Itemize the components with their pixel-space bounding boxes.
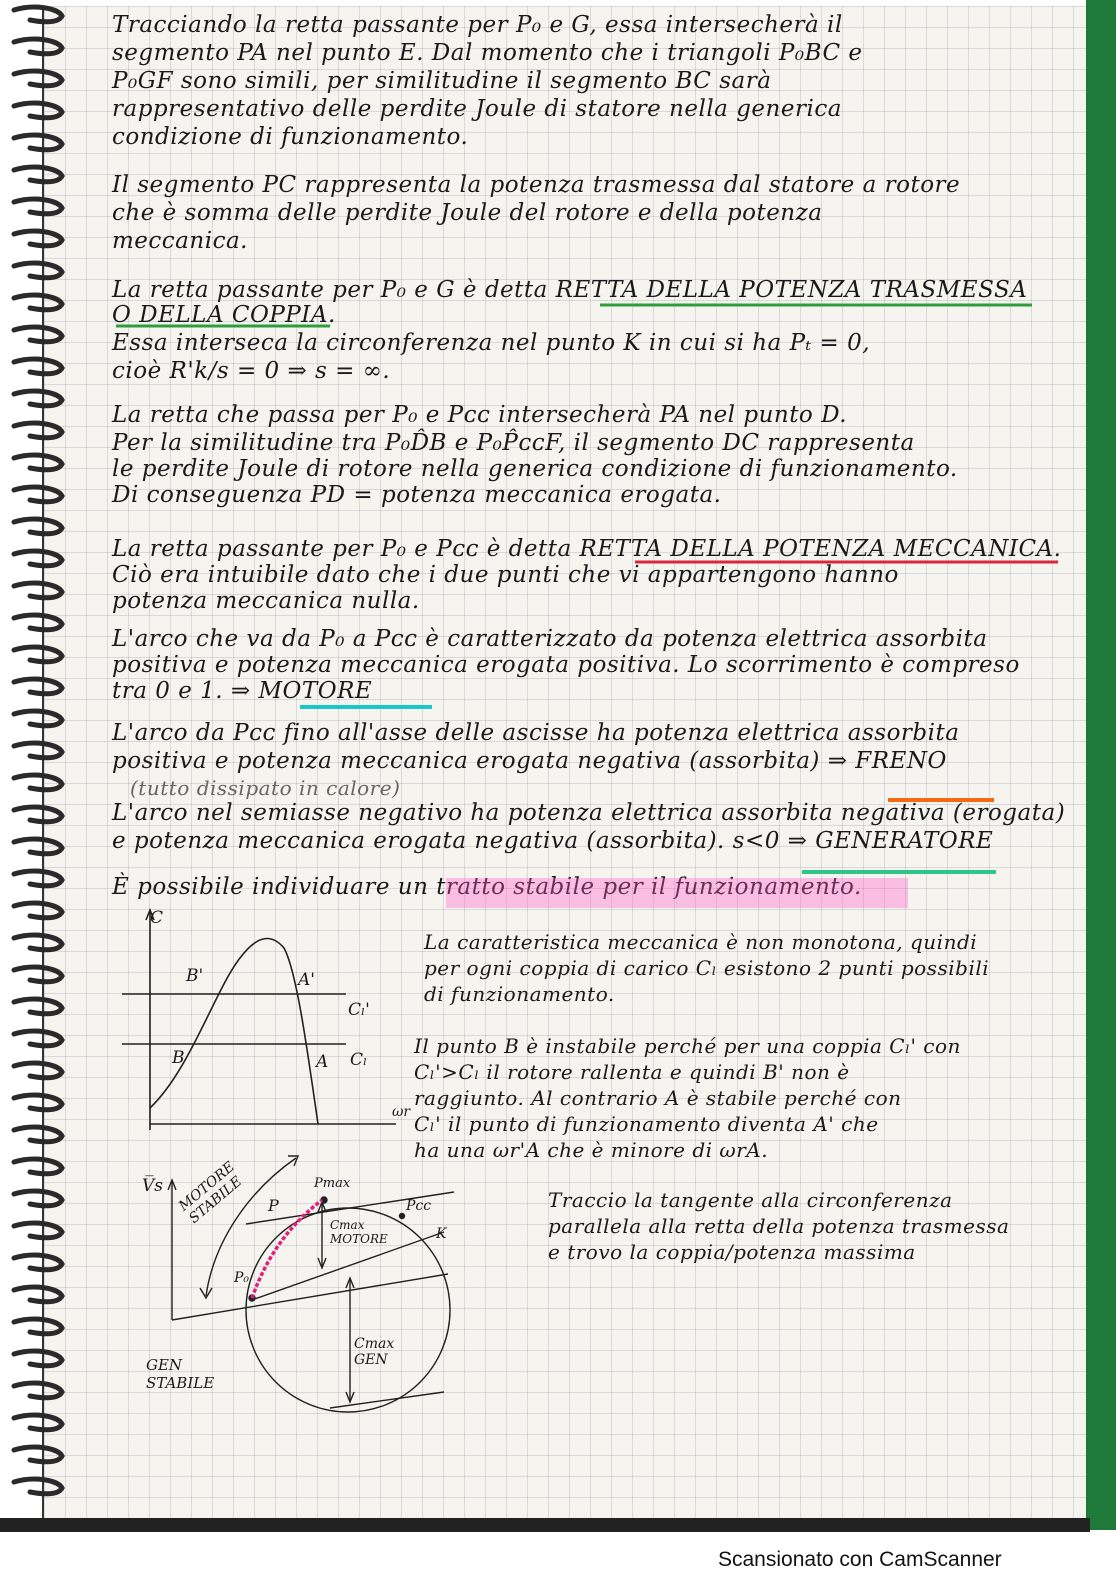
label-p0: P₀ bbox=[234, 1270, 250, 1286]
torque-graph-x-label: ωr bbox=[392, 1104, 411, 1120]
note-line: O DELLA COPPIA. bbox=[112, 302, 336, 328]
note-line: segmento PA nel punto E. Dal momento che i triangoli P₀BC e bbox=[112, 40, 863, 66]
label-k: K bbox=[436, 1226, 447, 1242]
note-line: che è somma delle perdite Joule del rotore e della potenza bbox=[112, 200, 823, 226]
note-line: Di conseguenza PD = potenza meccanica erogata. bbox=[112, 482, 722, 508]
note-line: Essa interseca la circonferenza nel punto K in cui si ha Pₜ = 0, bbox=[112, 330, 871, 356]
spiral-binding bbox=[0, 0, 70, 1530]
right-note-line: di funzionamento. bbox=[424, 982, 615, 1006]
note-line: tra 0 e 1. ⇒ MOTORE bbox=[112, 678, 373, 704]
spiral-coil bbox=[14, 551, 62, 566]
spiral-coil bbox=[14, 999, 62, 1014]
spiral-coil bbox=[14, 39, 62, 54]
note-line: P₀GF sono simili, per similitudine il segmento BC sarà bbox=[112, 68, 772, 94]
label-cmax-motore: Cmax MOTORE bbox=[330, 1218, 388, 1246]
label-pmax: Pmax bbox=[314, 1176, 351, 1191]
spiral-coil bbox=[14, 263, 62, 278]
spiral-coil bbox=[14, 231, 62, 246]
note-line: L'arco da Pᴄᴄ fino all'asse delle ascisse ha potenza elettrica assorbita bbox=[112, 720, 960, 746]
spiral-coil bbox=[14, 1255, 62, 1270]
note-line: positiva e potenza meccanica erogata positiva. Lo scorrimento è compreso bbox=[112, 652, 1020, 678]
spiral-coil bbox=[14, 1479, 62, 1494]
spiral-coil bbox=[14, 7, 62, 22]
spiral-coil bbox=[14, 1287, 62, 1302]
spiral-coil bbox=[14, 391, 62, 406]
spiral-coil bbox=[14, 743, 62, 758]
spiral-coil bbox=[14, 1447, 62, 1462]
spiral-coil bbox=[14, 1351, 62, 1366]
scan-bottom-edge bbox=[0, 1518, 1090, 1532]
note-line: meccanica. bbox=[112, 228, 248, 254]
spiral-coil bbox=[14, 1159, 62, 1174]
spiral-coil bbox=[14, 1031, 62, 1046]
note-line: Il segmento PC rappresenta la potenza trasmessa dal statore a rotore bbox=[112, 172, 961, 198]
spiral-coil bbox=[14, 615, 62, 630]
note-line: La retta che passa per P₀ e Pᴄᴄ intersecherà PA nel punto D. bbox=[112, 402, 848, 428]
spiral-coil bbox=[14, 647, 62, 662]
spiral-coil bbox=[14, 327, 62, 342]
spiral-coil bbox=[14, 167, 62, 182]
torque-graph-y-label: C bbox=[150, 908, 164, 928]
spiral-coil bbox=[14, 1095, 62, 1110]
spiral-coil bbox=[14, 359, 62, 374]
spiral-coil bbox=[14, 839, 62, 854]
right-note-line: ha una ωr'A che è minore di ωrA. bbox=[414, 1138, 769, 1162]
note-line: La retta passante per P₀ e Pᴄᴄ è detta RETTA DELLA POTENZA MECCANICA. bbox=[112, 536, 1062, 562]
spiral-coil bbox=[14, 903, 62, 918]
note-line: La retta passante per P₀ e G è detta RETTA DELLA POTENZA TRASMESSA bbox=[112, 277, 1028, 303]
note-line: condizione di funzionamento. bbox=[112, 124, 469, 150]
note-line: Tracciando la retta passante per P₀ e G, essa intersecherà il bbox=[112, 12, 843, 38]
load-line-label-cl: Cₗ bbox=[350, 1050, 368, 1070]
spiral-coil bbox=[14, 135, 62, 150]
note-line-aside: (tutto dissipato in calore) bbox=[130, 776, 401, 800]
spiral-coil bbox=[14, 1383, 62, 1398]
label-motore-stabile: MOTORE STABILE bbox=[175, 1158, 246, 1227]
spiral-coil bbox=[14, 935, 62, 950]
spiral-coil bbox=[14, 1319, 62, 1334]
spiral-coil bbox=[14, 807, 62, 822]
note-line: potenza meccanica nulla. bbox=[112, 588, 420, 614]
label-p: P bbox=[268, 1196, 279, 1215]
spiral-coil bbox=[14, 103, 62, 118]
spiral-coil bbox=[14, 1127, 62, 1142]
note-line: cioè R'k/s = 0 ⇒ s = ∞. bbox=[112, 358, 391, 384]
point-label-a: A bbox=[316, 1052, 329, 1072]
point-label-a-prime: A' bbox=[298, 970, 315, 990]
spiral-coil bbox=[14, 583, 62, 598]
note-line: e potenza meccanica erogata negativa (assorbita). s<0 ⇒ GENERATORE bbox=[112, 828, 994, 854]
spiral-coil bbox=[14, 1063, 62, 1078]
note-line: rappresentativo delle perdite Joule di statore nella generica bbox=[112, 96, 842, 122]
spiral-coil bbox=[14, 1415, 62, 1430]
spiral-coil bbox=[14, 711, 62, 726]
spiral-coil bbox=[14, 455, 62, 470]
right-note-line: Il punto B è instabile perché per una coppia Cₗ' con bbox=[414, 1034, 961, 1058]
note-line: L'arco nel semiasse negativo ha potenza elettrica assorbita negativa (erogata) bbox=[112, 800, 1066, 826]
note-line: Per la similitudine tra P₀D̂B e P₀P̂ᴄᴄF, il segmento DC rappresenta bbox=[112, 430, 915, 456]
right-note-line: Cₗ' il punto di funzionamento diventa A' che bbox=[414, 1112, 879, 1136]
label-pcc: Pcc bbox=[406, 1198, 432, 1214]
right-note-line: raggiunto. Al contrario A è stabile perché con bbox=[414, 1086, 902, 1110]
spiral-coil bbox=[14, 423, 62, 438]
spiral-coil bbox=[14, 775, 62, 790]
spiral-coil bbox=[14, 871, 62, 886]
spiral-coil bbox=[14, 1191, 62, 1206]
right-note-line: Cₗ'>Cₗ il rotore rallenta e quindi B' non è bbox=[414, 1060, 850, 1084]
spiral-coil bbox=[14, 487, 62, 502]
notebook-cover-edge bbox=[1086, 0, 1116, 1530]
label-cmax-gen: Cmax GEN bbox=[354, 1336, 395, 1368]
load-line-label-cl-prime: Cₗ' bbox=[348, 1000, 370, 1020]
note-line: Ciò era intuibile dato che i due punti che vi appartengono hanno bbox=[112, 562, 899, 588]
note-line: L'arco che va da P₀ a Pᴄᴄ è caratterizzato da potenza elettrica assorbita bbox=[112, 626, 988, 652]
label-gen-stabile: GEN STABILE bbox=[146, 1356, 215, 1392]
note-line: le perdite Joule di rotore nella generica condizione di funzionamento. bbox=[112, 456, 958, 482]
note-line-highlighted: È possibile individuare un tratto stabile per il funzionamento. bbox=[112, 874, 862, 900]
right-note-line: parallela alla retta della potenza trasmessa bbox=[548, 1214, 1010, 1238]
spiral-coil bbox=[14, 1223, 62, 1238]
spiral-coil bbox=[14, 295, 62, 310]
point-label-b-prime: B' bbox=[186, 966, 204, 986]
spiral-coil bbox=[14, 967, 62, 982]
note-line: positiva e potenza meccanica erogata negativa (assorbita) ⇒ FRENO bbox=[112, 748, 947, 774]
spiral-coil bbox=[14, 519, 62, 534]
point-label-b: B bbox=[172, 1048, 185, 1068]
spiral-coil bbox=[14, 679, 62, 694]
right-note-line: per ogni coppia di carico Cₗ esistono 2 punti possibili bbox=[424, 956, 990, 980]
scanner-watermark: Scansionato con CamScanner bbox=[718, 1548, 1002, 1571]
right-note-line: La caratteristica meccanica è non monotona, quindi bbox=[424, 930, 978, 954]
spiral-coil bbox=[14, 199, 62, 214]
right-note-line: e trovo la coppia/potenza massima bbox=[548, 1240, 916, 1264]
right-note-line: Traccio la tangente alla circonferenza bbox=[548, 1188, 953, 1212]
circle-diagram-y-label: V̅s bbox=[142, 1176, 164, 1196]
spiral-coil bbox=[14, 71, 62, 86]
